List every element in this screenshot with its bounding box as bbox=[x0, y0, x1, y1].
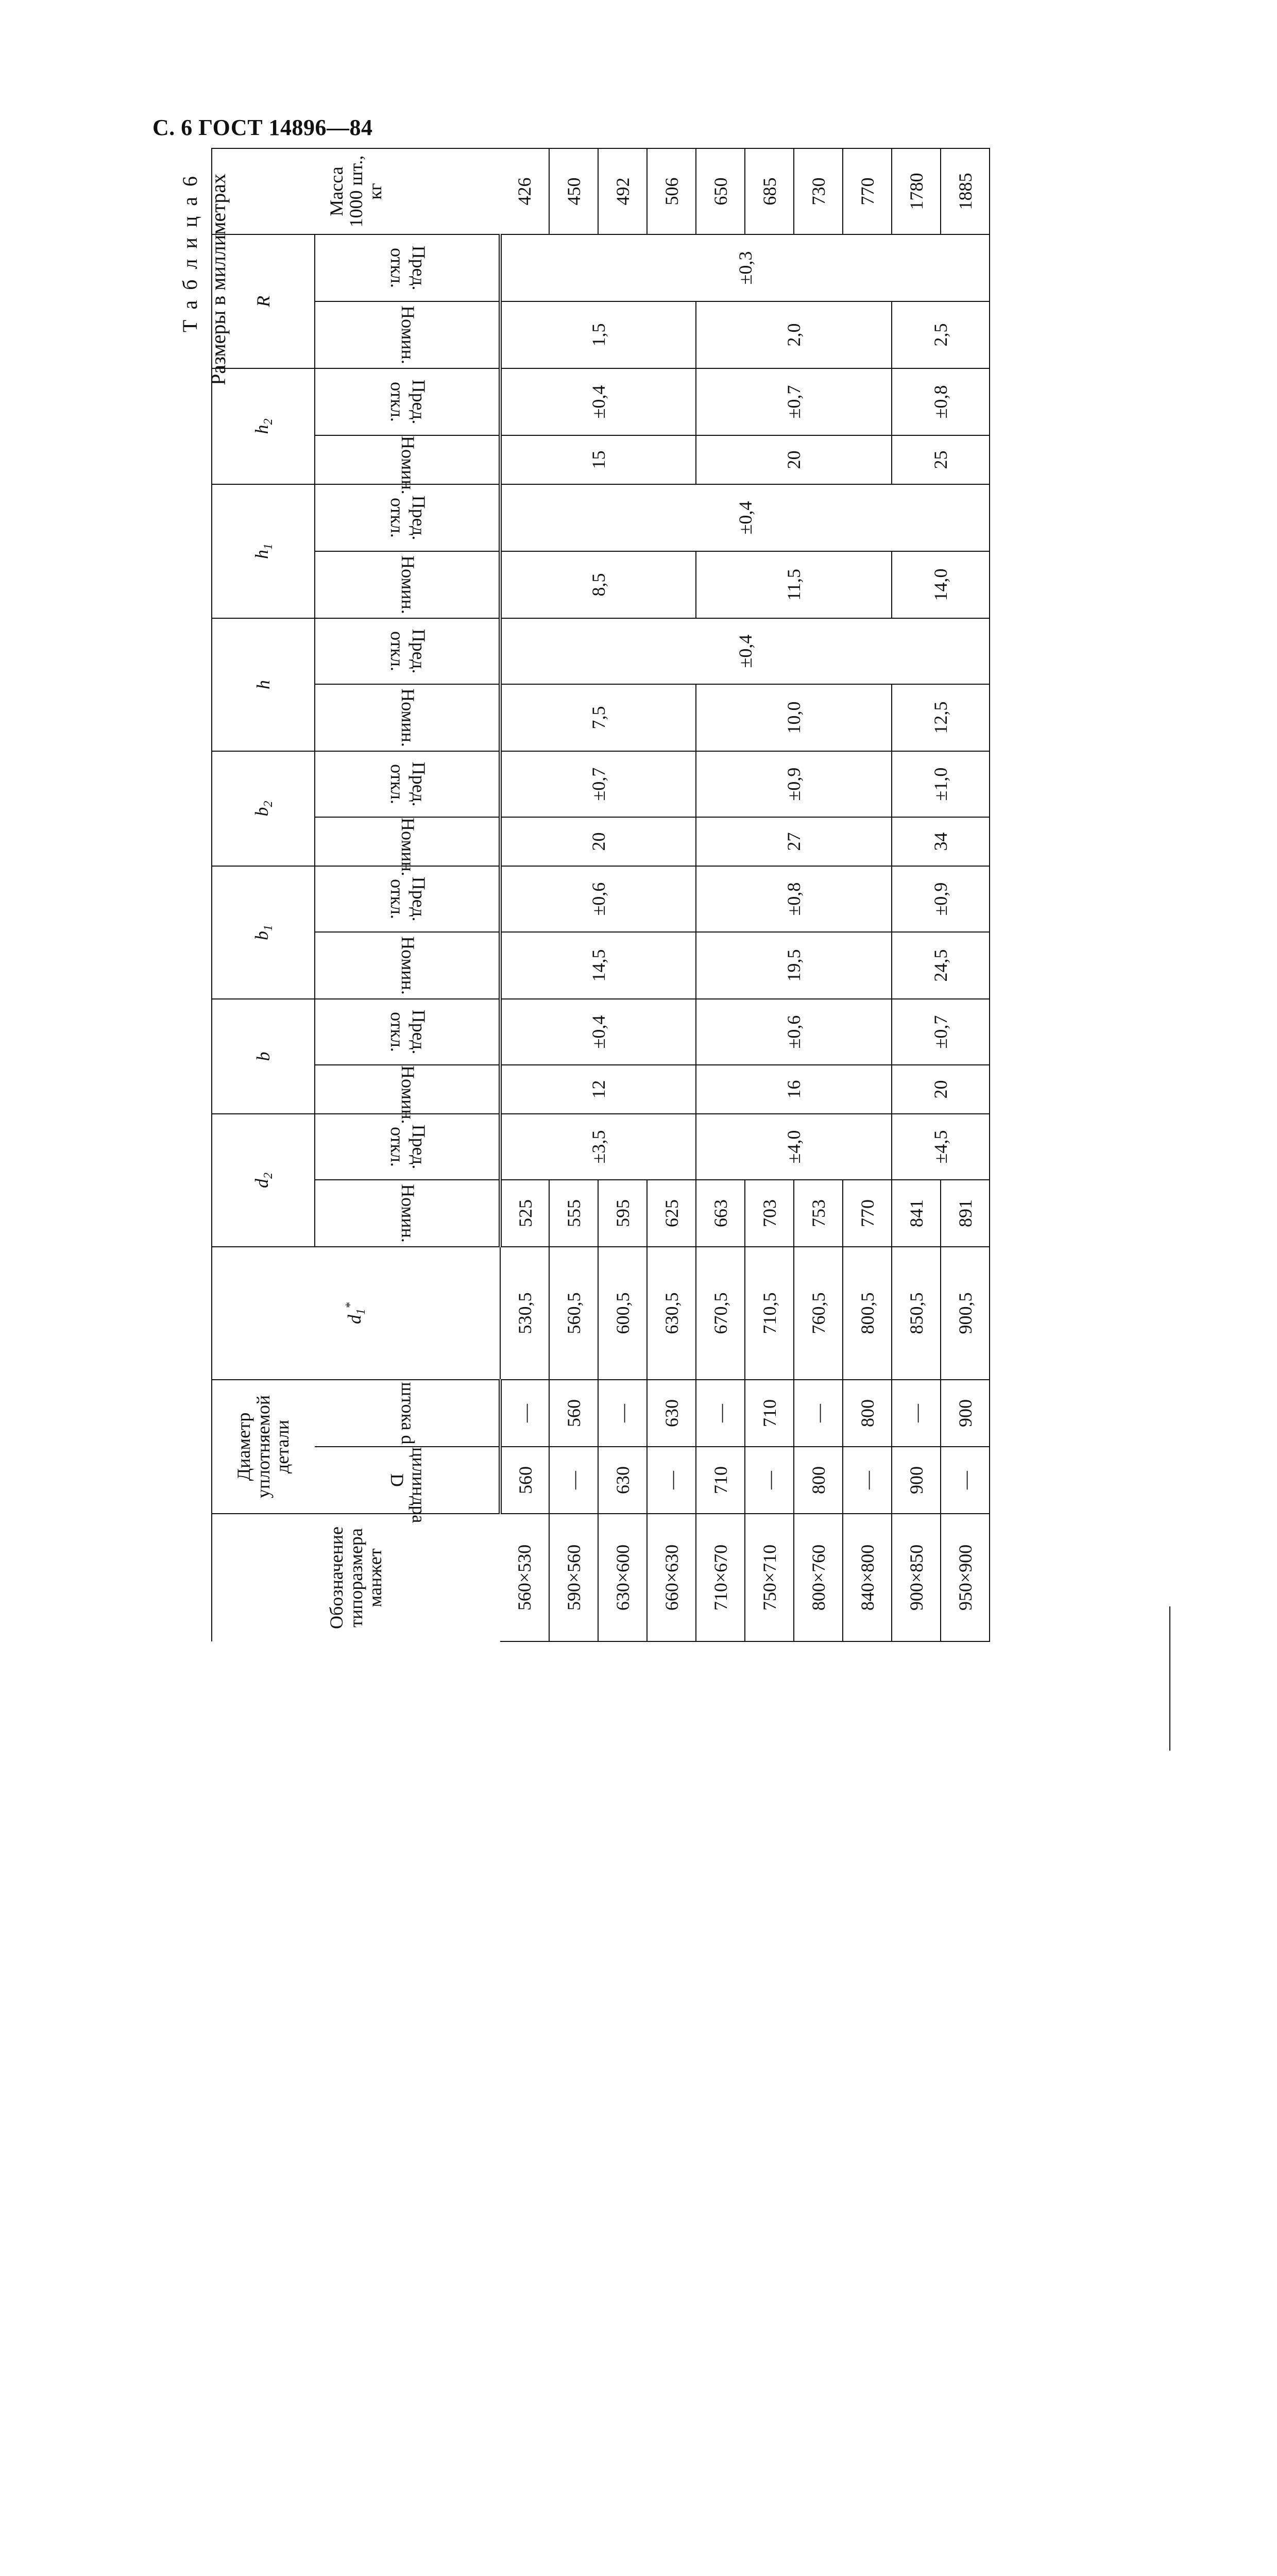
d2-dev-cell: ±4,0 bbox=[696, 1114, 892, 1180]
h1-nom-cell: 14,0 bbox=[892, 551, 990, 618]
rod-diameter-cell: — bbox=[794, 1380, 843, 1447]
r-nom-cell: 2,5 bbox=[892, 301, 990, 368]
header-cylinder: цилиндра D bbox=[315, 1447, 500, 1514]
d1-cell: 600,5 bbox=[598, 1247, 647, 1380]
mass-cell: 685 bbox=[745, 148, 794, 234]
rod-diameter-cell: 710 bbox=[745, 1380, 794, 1447]
rod-diameter-cell: 900 bbox=[941, 1380, 990, 1447]
designation-cell: 750×710 bbox=[745, 1514, 794, 1641]
table-row bbox=[696, 148, 745, 1641]
mass-cell: 650 bbox=[696, 148, 745, 234]
d2-nom-cell: 703 bbox=[745, 1180, 794, 1247]
footnote-divider bbox=[1169, 1606, 1170, 1751]
d2-nom-cell: 625 bbox=[647, 1180, 696, 1247]
designation-cell: 950×900 bbox=[941, 1514, 990, 1641]
h1-nom-cell: 8,5 bbox=[500, 551, 696, 618]
table-caption: Т а б л и ц а 6 bbox=[178, 174, 201, 333]
b2-dev-cell: ±1,0 bbox=[892, 751, 990, 817]
cylinder-diameter-cell: 900 bbox=[892, 1447, 941, 1514]
b2-nom-cell: 20 bbox=[500, 817, 696, 866]
mass-cell: 770 bbox=[843, 148, 892, 234]
header-b2-dev: Пред. откл. bbox=[315, 751, 500, 817]
d1-cell: 850,5 bbox=[892, 1247, 941, 1380]
d2-nom-cell: 770 bbox=[843, 1180, 892, 1247]
header-h2: $h_2$ bbox=[212, 368, 315, 484]
cylinder-diameter-cell: 800 bbox=[794, 1447, 843, 1514]
h-nom-cell: 12,5 bbox=[892, 684, 990, 751]
header-b1: $b_1$ bbox=[212, 866, 315, 999]
b-dev-cell: ±0,7 bbox=[892, 999, 990, 1065]
mass-cell: 492 bbox=[598, 148, 647, 234]
header-h1-nom: Номин. bbox=[315, 551, 500, 618]
mass-cell: 506 bbox=[647, 148, 696, 234]
b1-nom-cell: 14,5 bbox=[500, 932, 696, 999]
b2-dev-cell: ±0,9 bbox=[696, 751, 892, 817]
cylinder-diameter-cell: — bbox=[549, 1447, 598, 1514]
d2-dev-cell: ±3,5 bbox=[500, 1114, 696, 1180]
designation-cell: 590×560 bbox=[549, 1514, 598, 1641]
cylinder-diameter-cell: — bbox=[745, 1447, 794, 1514]
header-h2-dev: Пред. откл. bbox=[315, 368, 500, 435]
header-mass: Масса 1000 шт., кг bbox=[212, 148, 500, 234]
page-header: С. 6 ГОСТ 14896—84 bbox=[152, 115, 373, 140]
cylinder-diameter-cell: 630 bbox=[598, 1447, 647, 1514]
d1-cell: 670,5 bbox=[696, 1247, 745, 1380]
header-d1: $d_1^*$ bbox=[212, 1247, 500, 1380]
d2-nom-cell: 555 bbox=[549, 1180, 598, 1247]
cylinder-diameter-cell: — bbox=[843, 1447, 892, 1514]
b-nom-cell: 16 bbox=[696, 1065, 892, 1114]
rotated-table-block bbox=[178, 155, 1061, 1642]
b-dev-cell: ±0,4 bbox=[500, 999, 696, 1065]
mass-cell: 1780 bbox=[892, 148, 941, 234]
r-dev-cell: ±0,3 bbox=[500, 234, 990, 301]
h-nom-cell: 10,0 bbox=[696, 684, 892, 751]
d1-cell: 800,5 bbox=[843, 1247, 892, 1380]
designation-cell: 800×760 bbox=[794, 1514, 843, 1641]
header-r-dev: Пред. откл. bbox=[315, 234, 500, 301]
b-dev-cell: ±0,6 bbox=[696, 999, 892, 1065]
h2-dev-cell: ±0,7 bbox=[696, 368, 892, 435]
h1-nom-cell: 11,5 bbox=[696, 551, 892, 618]
r-nom-cell: 2,0 bbox=[696, 301, 892, 368]
b-nom-cell: 12 bbox=[500, 1065, 696, 1114]
rod-diameter-cell: — bbox=[598, 1380, 647, 1447]
designation-cell: 900×850 bbox=[892, 1514, 941, 1641]
header-b2-nom: Номин. bbox=[315, 817, 500, 866]
header-h-dev: Пред. откл. bbox=[315, 618, 500, 684]
designation-cell: 840×800 bbox=[843, 1514, 892, 1641]
h2-dev-cell: ±0,4 bbox=[500, 368, 696, 435]
designation-cell: 660×630 bbox=[647, 1514, 696, 1641]
header-b-nom: Номин. bbox=[315, 1065, 500, 1114]
dimensions-table bbox=[211, 148, 990, 1642]
header-b: b bbox=[212, 999, 315, 1114]
designation-cell: 710×670 bbox=[696, 1514, 745, 1641]
designation-cell: 630×600 bbox=[598, 1514, 647, 1641]
h2-nom-cell: 25 bbox=[892, 435, 990, 484]
b2-nom-cell: 34 bbox=[892, 817, 990, 866]
cylinder-diameter-cell: — bbox=[941, 1447, 990, 1514]
d2-nom-cell: 891 bbox=[941, 1180, 990, 1247]
h2-nom-cell: 15 bbox=[500, 435, 696, 484]
h1-dev-cell: ±0,4 bbox=[500, 484, 990, 551]
b1-nom-cell: 24,5 bbox=[892, 932, 990, 999]
cylinder-diameter-cell: — bbox=[647, 1447, 696, 1514]
d1-cell: 630,5 bbox=[647, 1247, 696, 1380]
header-b2: $b_2$ bbox=[212, 751, 315, 866]
rod-diameter-cell: 800 bbox=[843, 1380, 892, 1447]
designation-cell: 560×530 bbox=[500, 1514, 549, 1641]
r-nom-cell: 1,5 bbox=[500, 301, 696, 368]
d1-cell: 530,5 bbox=[500, 1247, 549, 1380]
d2-nom-cell: 753 bbox=[794, 1180, 843, 1247]
mass-cell: 730 bbox=[794, 148, 843, 234]
mass-cell: 426 bbox=[500, 148, 549, 234]
h2-dev-cell: ±0,8 bbox=[892, 368, 990, 435]
b1-dev-cell: ±0,9 bbox=[892, 866, 990, 932]
mass-cell: 450 bbox=[549, 148, 598, 234]
table-row bbox=[500, 148, 549, 1641]
rod-diameter-cell: — bbox=[696, 1380, 745, 1447]
d1-cell: 760,5 bbox=[794, 1247, 843, 1380]
d1-cell: 560,5 bbox=[549, 1247, 598, 1380]
h2-nom-cell: 20 bbox=[696, 435, 892, 484]
d2-nom-cell: 595 bbox=[598, 1180, 647, 1247]
header-r-nom: Номин. bbox=[315, 301, 500, 368]
rod-diameter-cell: 560 bbox=[549, 1380, 598, 1447]
header-d2: $d_2$ bbox=[212, 1114, 315, 1247]
rod-diameter-cell: — bbox=[500, 1380, 549, 1447]
header-r: R bbox=[212, 234, 315, 368]
header-h-nom: Номин. bbox=[315, 684, 500, 751]
table-units: Размеры в миллиметрах bbox=[207, 174, 230, 385]
rod-diameter-cell: 630 bbox=[647, 1380, 696, 1447]
h-dev-cell: ±0,4 bbox=[500, 618, 990, 684]
b2-dev-cell: ±0,7 bbox=[500, 751, 696, 817]
header-rod: штока d bbox=[315, 1380, 500, 1447]
mass-cell: 1885 bbox=[941, 148, 990, 234]
d2-nom-cell: 525 bbox=[500, 1180, 549, 1247]
header-b1-dev: Пред. откл. bbox=[315, 866, 500, 932]
header-designation: Обозначение типоразмера манжет bbox=[212, 1514, 500, 1641]
header-h1-dev: Пред. откл. bbox=[315, 484, 500, 551]
table-row bbox=[892, 148, 941, 1641]
b2-nom-cell: 27 bbox=[696, 817, 892, 866]
header-h: h bbox=[212, 618, 315, 751]
header-b-dev: Пред. откл. bbox=[315, 999, 500, 1065]
rod-diameter-cell: — bbox=[892, 1380, 941, 1447]
d1-cell: 900,5 bbox=[941, 1247, 990, 1380]
header-d2-dev: Пред. откл. bbox=[315, 1114, 500, 1180]
cylinder-diameter-cell: 710 bbox=[696, 1447, 745, 1514]
header-d2-nom: Номин. bbox=[315, 1180, 500, 1247]
header-diameter-group: Диаметр уплотняемой детали bbox=[212, 1380, 315, 1514]
cylinder-diameter-cell: 560 bbox=[500, 1447, 549, 1514]
b1-nom-cell: 19,5 bbox=[696, 932, 892, 999]
b1-dev-cell: ±0,8 bbox=[696, 866, 892, 932]
h-nom-cell: 7,5 bbox=[500, 684, 696, 751]
b1-dev-cell: ±0,6 bbox=[500, 866, 696, 932]
header-h1: $h_1$ bbox=[212, 484, 315, 618]
d1-cell: 710,5 bbox=[745, 1247, 794, 1380]
d2-dev-cell: ±4,5 bbox=[892, 1114, 990, 1180]
b-nom-cell: 20 bbox=[892, 1065, 990, 1114]
header-h2-nom: Номин. bbox=[315, 435, 500, 484]
header-b1-nom: Номин. bbox=[315, 932, 500, 999]
d2-nom-cell: 663 bbox=[696, 1180, 745, 1247]
d2-nom-cell: 841 bbox=[892, 1180, 941, 1247]
